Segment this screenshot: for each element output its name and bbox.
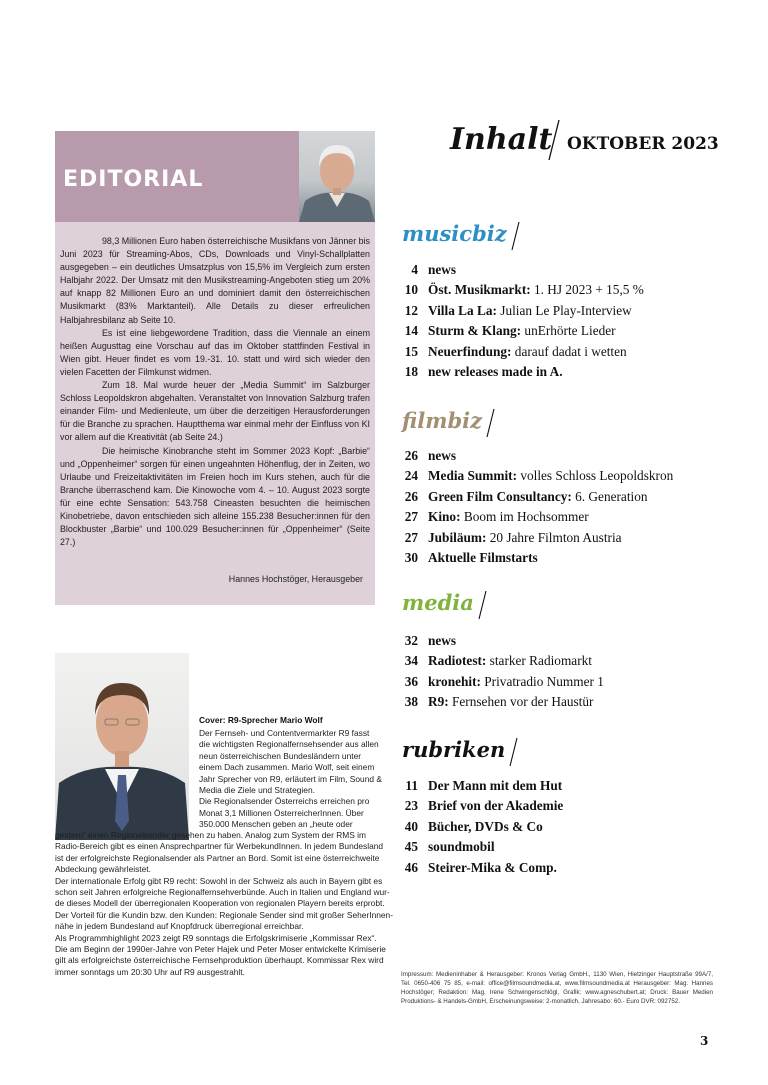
toc-title: Inhalt — [450, 122, 553, 157]
toc-list — [400, 260, 740, 382]
cover-portrait-photo — [55, 653, 189, 840]
toc-item-heading: Neuerfindung: — [428, 343, 512, 359]
toc-item-page: 34 — [404, 653, 418, 669]
cover-text-line: de dieses Modell der überregionalen Kooperation von regionalen Playern bereits erprobt. — [55, 898, 385, 909]
toc-item-page: 45 — [404, 839, 418, 855]
toc-item-subtitle: Fernsehen vor der Haustür — [448, 694, 594, 710]
toc-item-page: 11 — [405, 778, 418, 793]
cover-text-line: Die Regionalsender Österreichs erreichen pro — [199, 796, 370, 807]
toc-item-page: 23 — [404, 798, 418, 814]
toc-item-heading: Radiotest: — [428, 653, 487, 669]
toc-list — [400, 631, 740, 713]
cover-text-line: gestern“ einen Regionalsender gesehen zu haben. Analog zum System der RMS im — [55, 830, 366, 840]
cover-text-line: Monat 3,1 Millionen ÖsterreicherInnen. Über — [199, 807, 364, 818]
toc-item[interactable] — [400, 528, 740, 548]
toc-item-page: 46 — [404, 859, 418, 875]
toc-item-heading: Öst. Musikmarkt: — [428, 282, 531, 298]
toc-item[interactable] — [400, 507, 740, 527]
toc-item[interactable] — [400, 631, 740, 651]
toc-item[interactable] — [400, 776, 740, 796]
cover-text-line: die wichtigsten Regionalfernsehsender aus allen — [199, 739, 379, 750]
toc-item-heading: Jubiläum: — [428, 529, 487, 545]
slash-divider-icon — [545, 118, 563, 162]
toc-section-name: filmbiz — [402, 408, 483, 433]
cover-text-line: nähe in jedem Bundesland auf Knopfdruck überregional erreichbar. — [55, 921, 304, 932]
toc-item[interactable] — [400, 672, 740, 692]
toc-item-heading: soundmobil — [428, 839, 495, 855]
toc-item-heading: Bücher, DVDs & Co — [428, 818, 543, 834]
toc-item[interactable] — [400, 321, 740, 341]
editorial-paragraph: 98,3 Millionen Euro haben österreichische Musikfans von Jänner bis Juni 2023 für Streaming-Abos, CDs, Downloads und Vinyl-Schallplatten ausgegeben – ein deutliches Umsatzplus von 15,5% im Vergleich zum ersten Halbjahr 2022. Der Umsatz mit den Musikstreaming-Angeboten stieg um 20% auf knapp 82 Millionen Euro an und dominiert damit den österreichischen Musikmarkt (83% Marktanteil). Alle Details zu dieser erfreulichen Halbjahresbilanz ab Seite 10. — [60, 236, 370, 325]
editorial-paragraph: Zum 18. Mal wurde heuer der „Media Summit“ im Salzburger Schloss Leopoldskron abgehalten. Veranstaltet von Innovation Salzburg trafen einander Film- und Medienleute, um über die derzeitigen Herausforderungen für die Branche zu sprachen. Hauptthema war einmal mehr der Einfluss von KI vor allem auf die Kreativität (ab Seite 24.) — [60, 380, 370, 443]
cover-portrait-illustration — [55, 653, 189, 840]
cover-text-line: gilt als erfolgreichste österreichische Fernsehproduktion überhaupt. Kommissar Rex wird — [55, 955, 384, 966]
cover-text-line: einem Dach zusammen. Mario Wolf, seit einem — [199, 762, 375, 773]
toc-item-heading: Aktuelle Filmstarts — [428, 549, 538, 565]
toc-item-heading: Kino: — [428, 509, 461, 525]
toc-list — [400, 446, 740, 568]
toc-item-page: 4 — [411, 262, 418, 277]
cover-text-line: Die am Beginn der 1990er-Jahre von Peter Hajek und Peter Moser entwickelte Krimiserie — [55, 944, 386, 955]
cover-text-line: 350.000 Menschen geben an „heute oder — [199, 819, 353, 830]
slash-divider-icon — [476, 590, 488, 620]
editor-portrait-photo — [299, 131, 375, 222]
cover-text-wide — [55, 830, 393, 978]
cover-text-narrow — [199, 728, 382, 831]
toc-item-subtitle: Julian Le Play-Interview — [496, 302, 632, 318]
cover-text-line: Der Vorteil für die Kundin bzw. den Kunden: Regionale Sender sind mit großer SeherInnen- — [55, 909, 393, 920]
toc-item[interactable] — [400, 837, 740, 857]
toc-item-heading: Villa La La: — [428, 302, 497, 318]
toc-item-subtitle: volles Schloss Leopoldskron — [517, 468, 674, 484]
toc-item-heading: R9: — [428, 694, 449, 710]
toc-item[interactable] — [400, 548, 740, 568]
toc-section-title-3 — [402, 737, 519, 767]
slash-divider-icon — [484, 408, 496, 438]
toc-item-page: 38 — [404, 694, 418, 710]
toc-month: OKTOBER 2023 — [567, 134, 719, 154]
toc-item-subtitle: Privatradio Nummer 1 — [480, 673, 604, 689]
toc-item-heading: Green Film Consultancy: — [428, 488, 572, 504]
editorial-header — [55, 131, 299, 222]
toc-item-heading: news — [428, 633, 457, 648]
toc-item-page: 12 — [404, 302, 418, 318]
toc-item-heading: Steirer-Mika & Comp. — [428, 859, 557, 875]
toc-item[interactable] — [400, 487, 740, 507]
cover-text-line: Der internationale Erfolg gibt R9 recht: Sowohl in der Schweiz als auch in Bayern gibt es — [55, 875, 383, 886]
editorial-title: EDITORIAL — [63, 167, 204, 192]
toc-item-subtitle: darauf dadat i wetten — [511, 343, 627, 359]
toc-list — [400, 776, 740, 878]
toc-item[interactable] — [400, 817, 740, 837]
toc-item-page: 26 — [404, 488, 418, 504]
toc-item[interactable] — [400, 362, 740, 382]
toc-item-subtitle: 6. Generation — [571, 488, 648, 504]
toc-item-subtitle: Boom im Hochsommer — [460, 509, 589, 525]
toc-item-subtitle: 20 Jahre Filmton Austria — [486, 529, 622, 545]
editorial-paragraph: Es ist eine liebgewordene Tradition, dass die Viennale an einem heißen Augusttag eine Vorschau auf das im Oktober stattfinden Festival in Wien gibt. Heuer findet es vom 19.-31. 10. statt und wird sich wieder den vielen Facetten der Filmkunst widmen. — [60, 327, 370, 377]
toc-item[interactable] — [400, 796, 740, 816]
toc-item[interactable] — [400, 858, 740, 878]
cover-text-line: Jahr Sprecher von R9, erläutert im Film, Sound & — [199, 773, 382, 784]
cover-text-line: ist der erfolgreichste Regionalsender als Partner an Bord. Somit ist eine österreichweite — [55, 852, 380, 863]
editorial-signature: Hannes Hochstöger, Herausgeber — [228, 574, 363, 584]
toc-item-heading: Media Summit: — [428, 468, 518, 484]
toc-item-page: 27 — [404, 529, 418, 545]
toc-item-page: 24 — [404, 468, 418, 484]
toc-section-title-2 — [402, 590, 488, 620]
toc-section-name: rubriken — [402, 737, 506, 762]
toc-item-page: 10 — [404, 282, 418, 298]
slash-divider-icon — [509, 221, 521, 251]
cover-caption-title: Cover: R9-Sprecher Mario Wolf — [199, 715, 323, 725]
toc-item[interactable] — [400, 342, 740, 362]
toc-item-page: 32 — [404, 633, 418, 648]
toc-item-page: 15 — [404, 343, 418, 359]
editorial-body — [60, 235, 370, 549]
toc-item-heading: Sturm & Klang: — [428, 323, 522, 339]
toc-item[interactable] — [400, 446, 740, 466]
editor-portrait-illustration — [299, 131, 375, 222]
toc-item-heading: news — [428, 262, 457, 277]
toc-item-subtitle: unErhörte Lieder — [521, 323, 616, 339]
impressum: Impressum: Medieninhaber & Herausgeber: Kronos Verlag GmbH., 1130 Wien, Hietzinger Hauptstraße 99A/7, Tel. 0650-406 75 85, e-mail: office@filmsoundmedia.at, www.filmsoundmedia.at Herausgeber: Mag. Hannes Hochstöger; Redaktion: Mag. Irene Schwingenschlögl, Grafik: www.agneschubert.at; Druck: Bauer Medien Produktions- & Handels-GmbH, Erscheinungsweise: 2-monatlich, Jahresabo: 60.- Euro DVR: 092752. — [401, 971, 713, 1005]
page-number: 3 — [700, 1034, 709, 1048]
cover-text-line: Als Programmhighlight 2023 zeigt R9 sonntags die Erfolgskrimiserie „Kommissar Rex“. — [55, 932, 377, 943]
toc-item[interactable] — [400, 260, 740, 280]
toc-item-heading: new releases made in A. — [428, 363, 563, 379]
toc-item-heading: kronehit: — [428, 673, 481, 689]
toc-item-page: 26 — [404, 448, 418, 463]
toc-item[interactable] — [400, 466, 740, 486]
toc-item-subtitle: starker Radiomarkt — [486, 653, 592, 669]
cover-text-line: Media die Ziele und Strategien. — [199, 785, 315, 796]
cover-text-line: Abdeckung gewährleistet. — [55, 864, 151, 875]
toc-item-page: 36 — [404, 673, 418, 689]
editorial-box — [55, 131, 375, 605]
toc-section-name: media — [402, 590, 474, 615]
cover-text-line: Der Fernseh- und Contentvermarkter R9 fasst — [199, 728, 370, 738]
toc-item[interactable] — [400, 280, 740, 300]
toc-item[interactable] — [400, 651, 740, 671]
editorial-paragraph: Die heimische Kinobranche steht im Sommer 2023 Kopf: „Barbie“ und „Oppenheimer“ sorgen für einen ungeahnten Höhenflug, der in Zeiten, wo Urlaube und Freizeitaktivitäten im Freien hoch im Kurs stehen, auch für die Branche überraschend kam. Die Kinowoche vom 4. – 10. August 2023 sorgte für eine echte Sensation: 543.758 Cineasten besuchten die heimischen Kinobetriebe, davon entschieden sich alleine 155.238 Besucher:innen für den Blockbuster „Barbie“ und 100.029 Besucher:innen für „Oppenheimer“ (Seite 27.) — [60, 445, 370, 548]
toc-item-heading: news — [428, 448, 457, 463]
toc-item-page: 40 — [404, 818, 418, 834]
cover-text-line: schon seit Jahren erfolgreiche Regionalfernsehverbünde. Auch in Italien und England wur- — [55, 887, 390, 898]
toc-item-page: 27 — [404, 509, 418, 525]
toc-item-page: 14 — [404, 323, 418, 339]
toc-item-page: 18 — [404, 363, 418, 379]
toc-section-title-0 — [402, 221, 521, 251]
slash-divider-icon — [507, 737, 519, 767]
cover-text-line: Radio-Bereich gibt es einen Ansprechpartner für WerbekundInnen. In jedem Bundesland — [55, 841, 384, 852]
toc-item-heading: Der Mann mit dem Hut — [428, 778, 563, 793]
toc-item-page: 30 — [404, 549, 418, 565]
toc-item-heading: Brief von der Akademie — [428, 798, 564, 814]
toc-item[interactable] — [400, 692, 740, 712]
toc-section-title-1 — [402, 408, 496, 438]
toc-item-subtitle: 1. HJ 2023 + 15,5 % — [530, 282, 644, 298]
toc-item[interactable] — [400, 301, 740, 321]
cover-text-line: neun österreichischen Bundesländern unter — [199, 750, 362, 761]
toc-section-name: musicbiz — [402, 221, 507, 246]
cover-text-line: immer sonntags um 20:30 Uhr auf R9 ausgestrahlt. — [55, 966, 245, 977]
